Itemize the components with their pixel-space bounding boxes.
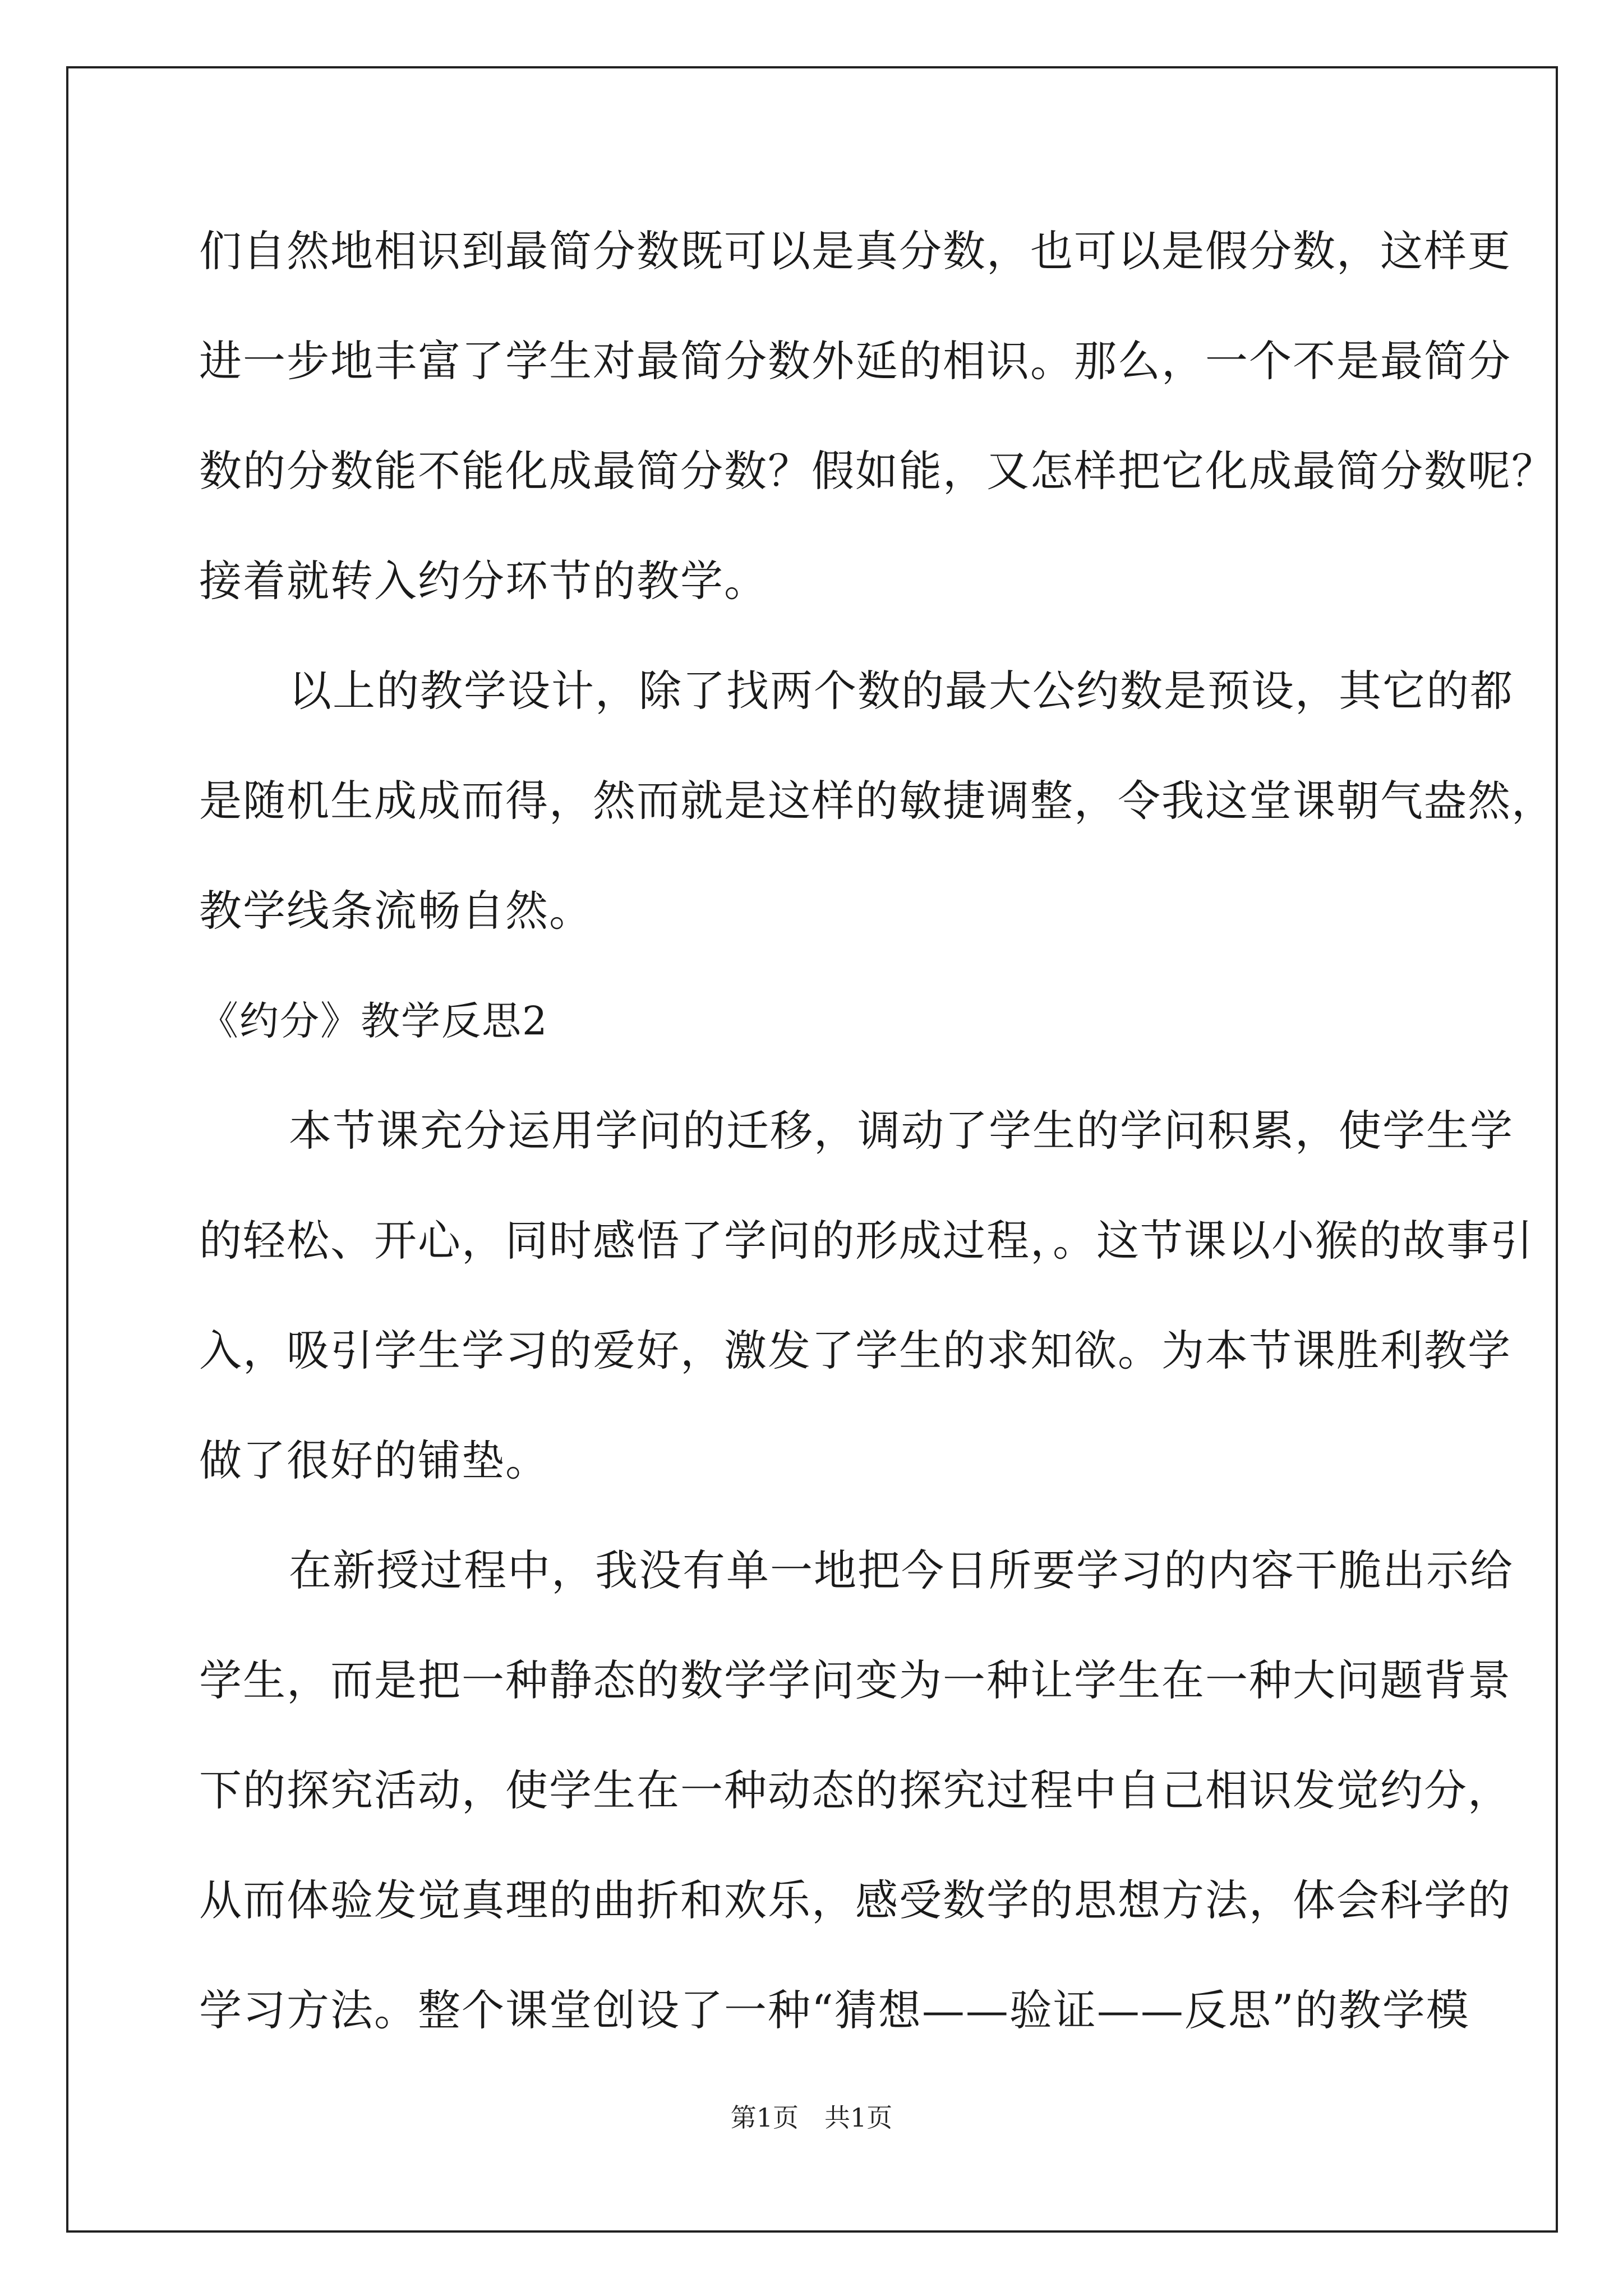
text-line: 教学线条流畅自然。 — [199, 886, 593, 936]
text-line: 做了很好的铺垫。 — [199, 1435, 549, 1485]
section-heading: 《约分》教学反思2 — [199, 998, 548, 1044]
text-line: 从而体验发觉真理的曲折和欢乐，感受数学的思想方法，体会科学的 — [199, 1875, 1511, 1925]
paragraph-first-line: 以上的教学设计，除了找两个数的最大公约数是预设，其它的都 — [289, 666, 1514, 716]
text-line: 学习方法。整个课堂创设了一种“猜想——验证——反思”的教学模 — [199, 1985, 1470, 2035]
text-line: 数的分数能不能化成最简分数？假如能，又怎样把它化成最简分数呢？ — [199, 446, 1555, 496]
text-line: 学生，而是把一种静态的数学学问变为一种让学生在一种大问题背景 — [199, 1655, 1511, 1705]
text-line: 的轻松、开心，同时感悟了学问的形成过程，。这节课以小猴的故事引 — [199, 1216, 1534, 1266]
text-line: 入，吸引学生学习的爱好，激发了学生的求知欲。为本节课胜利教学 — [199, 1326, 1511, 1375]
text-line: 下的探究活动，使学生在一种动态的探究过程中自己相识发觉约分， — [199, 1765, 1511, 1815]
page-footer: 第1页 共1页 — [730, 2102, 893, 2133]
paragraph-first-line: 在新授过程中，我没有单一地把今日所要学习的内容干脆出示给 — [289, 1545, 1514, 1595]
paragraph-first-line: 本节课充分运用学问的迁移，调动了学生的学问积累，使学生学 — [289, 1106, 1514, 1156]
text-line: 进一步地丰富了学生对最简分数外延的相识。那么，一个不是最简分 — [199, 336, 1511, 386]
text-line: 是随机生成成而得，然而就是这样的敏捷调整，令我这堂课朝气盎然， — [199, 776, 1555, 826]
text-line: 接着就转入约分环节的教学。 — [199, 556, 768, 606]
document-body — [199, 196, 1555, 2065]
text-line: 们自然地相识到最简分数既可以是真分数，也可以是假分数，这样更 — [199, 226, 1511, 276]
